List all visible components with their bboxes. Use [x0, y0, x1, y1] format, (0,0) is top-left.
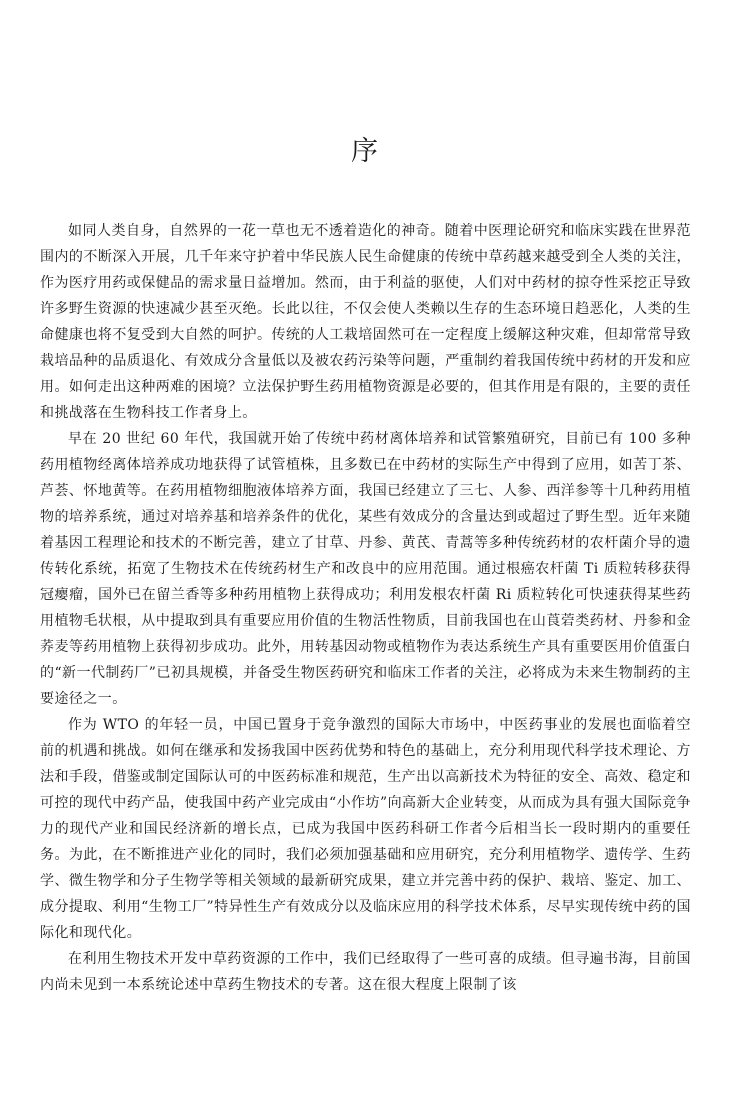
- paragraph: 在利用生物技术开发中草药资源的工作中，我们已经取得了一些可喜的成绩。但寻遍书海，目前国内尚未见到一本系统论述中草药生物技术的专著。这在很大程度上限制了该: [40, 951, 691, 993]
- paragraph: 作为 WTO 的年轻一员，中国已置身于竞争激烈的国际大市场中，中医药事业的发展也面临着空前的机遇和挑战。如何在继承和发扬我国中医药优势和特色的基础上，充分利用现代科学技术理论、方法和手段，借鉴或制定国际认可的中医药标准和规范，生产出以高新技术为特征的安全、高效、稳定和可控的现代中药产品，使我国中药产业完成由“小作坊”向高新大企业转变，从而成为具有强大国际竞争力的现代产业和国民经济新的增长点，已成为我国中医药科研工作者今后相当长一段时期内的重要任务。为此，在不断推进产业化的同时，我们必须加强基础和应用研究，充分利用植物学、遗传学、生药学、微生物学和分子生物学等相关领域的最新研究成果，建立并完善中药的保护、栽培、鉴定、加工、成分提取、利用“生物工厂”特异性生产有效成分以及临床应用的科学技术体系，尽早实现传统中药的国际化和现代化。: [40, 717, 692, 941]
- paragraph: 早在 20 世纪 60 年代，我国就开始了传统中药材离体培养和试管繁殖研究，目前已有 100 多种药用植物经离体培养成功地获得了试管植株，且多数已在中药材的实际生产中得到了应用，如苦丁茶、芦荟、怀地黄等。在药用植物细胞液体培养方面，我国已经建立了三七、人参、西洋参等十几种药用植物的培养系统，通过对培养基和培养条件的优化，某些有效成分的含量达到或超过了野生型。近年来随着基因工程理论和技术的不断完善，建立了甘草、丹参、黄芪、青蒿等多种传统药材的农杆菌介导的遗传转化系统，拓宽了生物技术在传统药材生产和改良中的应用范围。通过根癌农杆菌 Ti 质粒转移获得冠瘿瘤，国外已在留兰香等多种药用植物上获得成功；利用发根农杆菌 Ri 质粒转化可快速获得某些药用植物毛状根，从中提取到具有重要应用价值的生物活性物质，目前我国也在山莨菪类药材、丹参和金荞麦等药用植物上获得初步成功。此外，用转基因动物或植物作为表达系统生产具有重要医用价值蛋白的“新一代制药厂”已初具规模，并备受生物医药研究和临床工作者的关注，必将成为未来生物制药的主要途径之一。: [40, 431, 692, 707]
- paragraph: 如同人类自身，自然界的一花一草也无不透着造化的神奇。随着中医理论研究和临床实践在世界范围内的不断深入开展，几千年来守护着中华民族人民生命健康的传统中草药越来越受到全人类的关注，作为医疗用药或保健品的需求量日益增加。然而，由于利益的驱使，人们对中药材的掠夺性采挖正导致许多野生资源的快速减少甚至灭绝。长此以往，不仅会使人类赖以生存的生态环境日趋恶化，人类的生命健康也将不复受到大自然的呵护。传统的人工栽培固然可在一定程度上缓解这种灾难，但却常常导致栽培品种的品质退化、有效成分含量低以及被农药污染等问题，严重制约着我国传统中药材的开发和应用。如何走出这种两难的困境？立法保护野生药用植物资源是必要的，但其作用是有限的，主要的责任和挑战落在生物科技工作者身上。: [40, 223, 691, 421]
- preface-title: 序: [351, 136, 380, 167]
- preface-body: [40, 218, 691, 998]
